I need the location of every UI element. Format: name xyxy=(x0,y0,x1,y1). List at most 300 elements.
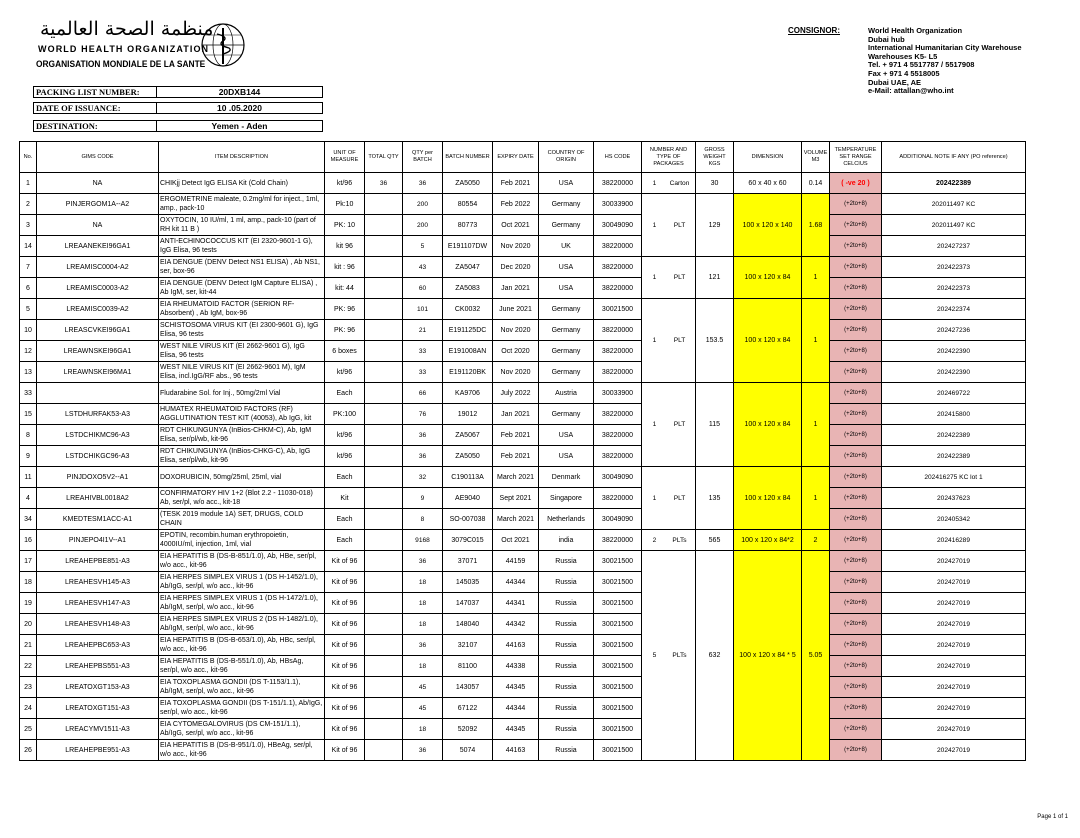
consignor-line: Dubai UAE, AE xyxy=(868,77,922,87)
gims-code: NA xyxy=(37,215,159,236)
total-qty xyxy=(365,257,403,278)
package-type: PLT xyxy=(673,274,686,281)
column-header: QTY per BATCH xyxy=(403,142,443,173)
hs-code: 38220000 xyxy=(594,446,642,467)
package-count-type xyxy=(642,194,696,257)
date-label: DATE OF ISSUANCE: xyxy=(33,102,157,114)
item-description: RDT CHIKUNGUNYA (InBios-CHKM-C), Ab, IgM Elisa, ser/pl/wb, kit-96 xyxy=(159,425,325,446)
hs-code: 30033900 xyxy=(594,383,642,404)
table-row xyxy=(20,194,1026,215)
unit-of-measure: Kit of 96 xyxy=(325,740,365,761)
temperature-range: (+2to+8) xyxy=(830,467,882,488)
column-header: No. xyxy=(20,142,37,173)
table-row xyxy=(20,677,1026,698)
gims-code: PINJDOXO5V2--A1 xyxy=(37,467,159,488)
row-number: 15 xyxy=(20,404,37,425)
qty-per-batch: 18 xyxy=(403,719,443,740)
po-reference: 202427237 xyxy=(882,236,1026,257)
row-number: 10 xyxy=(20,320,37,341)
table-row xyxy=(20,425,1026,446)
consignor-line: International Humanitarian City Warehouse xyxy=(868,43,1022,53)
row-number: 4 xyxy=(20,488,37,509)
hs-code: 38220000 xyxy=(594,530,642,551)
table-row xyxy=(20,467,1026,488)
package-type: PLTs xyxy=(672,536,687,544)
batch-number: ZA5067 xyxy=(443,425,493,446)
total-qty xyxy=(365,446,403,467)
gims-code: LSTDHURFAK53-A3 xyxy=(37,404,159,425)
package-type: PLT xyxy=(673,494,686,502)
package-type: PLT xyxy=(673,337,686,344)
country-of-origin: Russia xyxy=(539,551,594,572)
unit-of-measure: Kit of 96 xyxy=(325,551,365,572)
column-header: EXPIRY DATE xyxy=(493,142,539,173)
unit-of-measure: Each xyxy=(325,467,365,488)
po-reference: 202437623 xyxy=(882,488,1026,509)
package-number: 1 xyxy=(652,179,657,187)
expiry-date: Feb 2021 xyxy=(493,446,539,467)
packing-list-label: PACKING LIST NUMBER: xyxy=(33,86,157,98)
item-description: EPOTIN, recombin.human erythropoietin, 4000IU/ml, injection, 1ml, vial xyxy=(159,530,325,551)
package-number: 1 xyxy=(652,221,657,229)
gross-weight: 121 xyxy=(696,257,734,299)
hs-code: 30021500 xyxy=(594,299,642,320)
item-description: EIA CYTOMEGALOVIRUS (DS CM-151/1.1), Ab/IgG, ser/pl, w/o acc., kit-96 xyxy=(159,719,325,740)
po-reference: 202422389 xyxy=(882,425,1026,446)
qty-per-batch: 60 xyxy=(403,278,443,299)
total-qty xyxy=(365,341,403,362)
hs-code: 38220000 xyxy=(594,341,642,362)
batch-number: 37071 xyxy=(443,551,493,572)
qty-per-batch: 18 xyxy=(403,572,443,593)
unit-of-measure: Each xyxy=(325,509,365,530)
item-description: CONFIRMATORY HIV 1+2 (Blot 2.2 - 11030-018) Ab, ser/pl, w/o acc., kit-18 xyxy=(159,488,325,509)
consignor-line: Warehouses K5- L5 xyxy=(868,51,938,61)
po-reference: 202427019 xyxy=(882,614,1026,635)
total-qty xyxy=(365,656,403,677)
dimension: 100 x 120 x 84 xyxy=(734,467,802,530)
unit-of-measure: PK: 96 xyxy=(325,299,365,320)
total-qty xyxy=(365,320,403,341)
gims-code: PINJEPO4I1V--A1 xyxy=(37,530,159,551)
expiry-date: 44163 xyxy=(493,635,539,656)
temperature-range: (+2to+8) xyxy=(830,719,882,740)
country-of-origin: USA xyxy=(539,278,594,299)
row-number: 13 xyxy=(20,362,37,383)
total-qty xyxy=(365,740,403,761)
row-number: 21 xyxy=(20,635,37,656)
table-row xyxy=(20,236,1026,257)
table-row xyxy=(20,362,1026,383)
column-header: VOLUME M3 xyxy=(802,142,830,173)
batch-number: 143057 xyxy=(443,677,493,698)
gims-code: LREAHEPBS551-A3 xyxy=(37,656,159,677)
dimension: 100 x 120 x 84*2 xyxy=(734,530,802,551)
hs-code: 30021500 xyxy=(594,677,642,698)
table-row xyxy=(20,215,1026,236)
table-row xyxy=(20,593,1026,614)
unit-of-measure: Kit of 96 xyxy=(325,572,365,593)
item-description: WEST NILE VIRUS KIT (EI 2662-9601 M), IgM Elisa, incl.IgG/RF abs., 96 tests xyxy=(159,362,325,383)
temperature-range: (+2to+8) xyxy=(830,740,882,761)
item-description: EIA HERPES SIMPLEX VIRUS 1 (DS H-1452/1.0), Ab/IgG, ser/pl, w/o acc., kit-96 xyxy=(159,572,325,593)
item-description: RDT CHIKUNGUNYA (InBios-CHKG-C), Ab, IgG Elisa, ser/pl/wb, kit-96 xyxy=(159,446,325,467)
unit-of-measure: Kit of 96 xyxy=(325,614,365,635)
batch-number: 147037 xyxy=(443,593,493,614)
package-count-type xyxy=(642,551,696,761)
country-of-origin: Russia xyxy=(539,635,594,656)
item-description: OXYTOCIN, 10 IU/ml, 1 ml, amp., pack-10 (part of RH kit 11 B ) xyxy=(159,215,325,236)
hs-code: 38220000 xyxy=(594,320,642,341)
qty-per-batch: 5 xyxy=(403,236,443,257)
temperature-range: (+2to+8) xyxy=(830,677,882,698)
total-qty xyxy=(365,194,403,215)
table-row xyxy=(20,341,1026,362)
temperature-range: (+2to+8) xyxy=(830,320,882,341)
qty-per-batch: 36 xyxy=(403,173,443,194)
temperature-range: (+2to+8) xyxy=(830,635,882,656)
row-number: 16 xyxy=(20,530,37,551)
batch-number: 32107 xyxy=(443,635,493,656)
row-number: 9 xyxy=(20,446,37,467)
volume: 0.14 xyxy=(802,173,830,194)
batch-number: ZA5050 xyxy=(443,446,493,467)
table-row xyxy=(20,509,1026,530)
temperature-range: (+2to+8) xyxy=(830,551,882,572)
gims-code: LREAHESVH145-A3 xyxy=(37,572,159,593)
temperature-range: (+2to+8) xyxy=(830,278,882,299)
consignor-address xyxy=(868,27,1078,96)
expiry-date: July 2022 xyxy=(493,383,539,404)
column-header: COUNTRY OF ORIGIN xyxy=(539,142,594,173)
hs-code: 30021500 xyxy=(594,551,642,572)
expiry-date: Feb 2021 xyxy=(493,425,539,446)
who-emblem-icon xyxy=(200,22,246,68)
item-description: (TESK 2019 module 1A) SET, DRUGS, COLD CHAIN xyxy=(159,509,325,530)
unit-of-measure: kt/96 xyxy=(325,446,365,467)
qty-per-batch: 32 xyxy=(403,467,443,488)
gims-code xyxy=(37,383,159,404)
qty-per-batch: 33 xyxy=(403,341,443,362)
hs-code: 30049090 xyxy=(594,215,642,236)
column-header: TEMPERATURE SET RANGE CELCIUS xyxy=(830,142,882,173)
batch-number: SO-007038 xyxy=(443,509,493,530)
batch-number: 148040 xyxy=(443,614,493,635)
destination-field xyxy=(33,120,323,132)
row-number: 12 xyxy=(20,341,37,362)
country-of-origin: Germany xyxy=(539,299,594,320)
total-qty xyxy=(365,404,403,425)
expiry-date: 44344 xyxy=(493,698,539,719)
table-row xyxy=(20,614,1026,635)
item-description: WEST NILE VIRUS KIT (EI 2662-9601 G), IgG Elisa, 96 tests xyxy=(159,341,325,362)
total-qty xyxy=(365,467,403,488)
unit-of-measure: kt/96 xyxy=(325,362,365,383)
row-number: 24 xyxy=(20,698,37,719)
hs-code: 30021500 xyxy=(594,635,642,656)
po-reference: 202416289 xyxy=(882,530,1026,551)
po-reference: 202422389 xyxy=(882,173,1026,194)
row-number: 18 xyxy=(20,572,37,593)
packing-list-value: 20DXB144 xyxy=(157,86,323,98)
po-reference: 202427236 xyxy=(882,320,1026,341)
volume: 1 xyxy=(802,383,830,467)
table-row xyxy=(20,656,1026,677)
expiry-date: Feb 2021 xyxy=(493,173,539,194)
destination-label: DESTINATION: xyxy=(33,120,157,132)
row-number: 17 xyxy=(20,551,37,572)
gims-code: LREAHEPBE951-A3 xyxy=(37,740,159,761)
batch-number: 3079C015 xyxy=(443,530,493,551)
dimension: 100 x 120 x 84 xyxy=(734,383,802,467)
row-number: 11 xyxy=(20,467,37,488)
table-row xyxy=(20,299,1026,320)
table-row xyxy=(20,257,1026,278)
temperature-range: (+2to+8) xyxy=(830,236,882,257)
table-row xyxy=(20,404,1026,425)
gims-code: LREAWNSKEI96MA1 xyxy=(37,362,159,383)
row-number: 8 xyxy=(20,425,37,446)
batch-number: E191120BK xyxy=(443,362,493,383)
column-header: GROSS WEIGHT KGS xyxy=(696,142,734,173)
destination-value: Yemen - Aden xyxy=(157,120,323,132)
unit-of-measure: 6 boxes xyxy=(325,341,365,362)
expiry-date: March 2021 xyxy=(493,467,539,488)
temperature-range: ( -ve 20 ) xyxy=(830,173,882,194)
country-of-origin: Singapore xyxy=(539,488,594,509)
expiry-date: Oct 2021 xyxy=(493,530,539,551)
dimension: 100 x 120 x 84 xyxy=(734,257,802,299)
qty-per-batch: 9168 xyxy=(403,530,443,551)
gims-code: LSTDCHIKGC96-A3 xyxy=(37,446,159,467)
expiry-date: March 2021 xyxy=(493,509,539,530)
hs-code: 30021500 xyxy=(594,656,642,677)
gross-weight: 153.5 xyxy=(696,299,734,383)
unit-of-measure: Kit of 96 xyxy=(325,593,365,614)
column-header: DIMENSION xyxy=(734,142,802,173)
gims-code: KMEDTESM1ACC-A1 xyxy=(37,509,159,530)
column-header: GIMS CODE xyxy=(37,142,159,173)
expiry-date: 44344 xyxy=(493,572,539,593)
column-header: HS CODE xyxy=(594,142,642,173)
expiry-date: Feb 2022 xyxy=(493,194,539,215)
row-number: 26 xyxy=(20,740,37,761)
qty-per-batch: 33 xyxy=(403,362,443,383)
batch-number: ZA5047 xyxy=(443,257,493,278)
package-type: PLTs xyxy=(672,652,687,659)
package-number: 1 xyxy=(652,274,657,281)
total-qty xyxy=(365,299,403,320)
package-type: PLT xyxy=(673,421,686,428)
qty-per-batch: 36 xyxy=(403,425,443,446)
gims-code: NA xyxy=(37,173,159,194)
country-of-origin: Russia xyxy=(539,572,594,593)
package-count-type xyxy=(642,467,696,530)
table-row xyxy=(20,383,1026,404)
expiry-date: Jan 2021 xyxy=(493,404,539,425)
column-header: NUMBER AND TYPE OF PACKAGES xyxy=(642,142,696,173)
po-reference: 202427019 xyxy=(882,719,1026,740)
country-of-origin: Russia xyxy=(539,719,594,740)
package-number: 1 xyxy=(652,494,657,502)
total-qty xyxy=(365,719,403,740)
gims-code: LREAHEPBC653-A3 xyxy=(37,635,159,656)
gims-code: LREACYMV1511-A3 xyxy=(37,719,159,740)
date-value: 10 .05.2020 xyxy=(157,102,323,114)
row-number: 22 xyxy=(20,656,37,677)
gims-code: LREAMISC0004-A2 xyxy=(37,257,159,278)
po-reference: 202422390 xyxy=(882,362,1026,383)
total-qty xyxy=(365,614,403,635)
expiry-date: 44342 xyxy=(493,614,539,635)
consignor-line: Tel. + 971 4 5517787 / 5517908 xyxy=(868,60,975,70)
item-description: EIA TOXOPLASMA GONDII (DS T-151/1.1), Ab/IgG, ser/pl, w/o acc., kit-96 xyxy=(159,698,325,719)
volume: 5.05 xyxy=(802,551,830,761)
gross-weight: 632 xyxy=(696,551,734,761)
gims-code: LREATOXGT151-A3 xyxy=(37,698,159,719)
total-qty xyxy=(365,488,403,509)
who-french-name: ORGANISATION MONDIALE DE LA SANTE xyxy=(36,59,206,69)
hs-code: 38220000 xyxy=(594,425,642,446)
item-description: ANTI-ECHINOCOCCUS KIT (EI 2320-9601-1 G), IgG Elisa, 96 tests xyxy=(159,236,325,257)
batch-number: E191107DW xyxy=(443,236,493,257)
gross-weight: 129 xyxy=(696,194,734,257)
hs-code: 30021500 xyxy=(594,614,642,635)
row-number: 6 xyxy=(20,278,37,299)
package-count-type xyxy=(642,173,696,194)
hs-code: 30033900 xyxy=(594,194,642,215)
country-of-origin: Germany xyxy=(539,341,594,362)
item-description: CHIKjj Detect IgG ELISA Kit (Cold Chain) xyxy=(159,173,325,194)
row-number: 3 xyxy=(20,215,37,236)
temperature-range: (+2to+8) xyxy=(830,656,882,677)
gims-code: LREAHESVH147-A3 xyxy=(37,593,159,614)
packing-table xyxy=(19,141,1026,761)
unit-of-measure: Each xyxy=(325,530,365,551)
po-reference: 202422389 xyxy=(882,446,1026,467)
table-body xyxy=(20,173,1026,761)
batch-number: ZA5083 xyxy=(443,278,493,299)
batch-number: 19012 xyxy=(443,404,493,425)
expiry-date: 44338 xyxy=(493,656,539,677)
item-description: EIA DENGUE (DENV Detect IgM Capture ELISA) , Ab IgM, ser, kit-44 xyxy=(159,278,325,299)
po-reference: 202469722 xyxy=(882,383,1026,404)
row-number: 34 xyxy=(20,509,37,530)
country-of-origin: Russia xyxy=(539,677,594,698)
package-count-type xyxy=(642,530,696,551)
temperature-range: (+2to+8) xyxy=(830,341,882,362)
po-reference: 202427019 xyxy=(882,593,1026,614)
package-number: 1 xyxy=(652,337,657,344)
package-count-type xyxy=(642,257,696,299)
expiry-date: Jan 2021 xyxy=(493,278,539,299)
column-header: BATCH NUMBER xyxy=(443,142,493,173)
package-count-type xyxy=(642,299,696,383)
temperature-range: (+2to+8) xyxy=(830,593,882,614)
temperature-range: (+2to+8) xyxy=(830,446,882,467)
volume: 2 xyxy=(802,530,830,551)
total-qty: 36 xyxy=(365,173,403,194)
row-number: 2 xyxy=(20,194,37,215)
temperature-range: (+2to+8) xyxy=(830,425,882,446)
item-description: ERGOMETRINE maleate, 0.2mg/ml for inject., 1ml, amp., pack-10 xyxy=(159,194,325,215)
gims-code: LREAANEKEI96GA1 xyxy=(37,236,159,257)
qty-per-batch: 8 xyxy=(403,509,443,530)
table-header-row xyxy=(20,142,1026,173)
batch-number: 5074 xyxy=(443,740,493,761)
total-qty xyxy=(365,425,403,446)
expiry-date: Sept 2021 xyxy=(493,488,539,509)
total-qty xyxy=(365,236,403,257)
unit-of-measure: kit 96 xyxy=(325,236,365,257)
expiry-date: June 2021 xyxy=(493,299,539,320)
batch-number: ZA5050 xyxy=(443,173,493,194)
temperature-range: (+2to+8) xyxy=(830,614,882,635)
po-reference: 202422373 xyxy=(882,257,1026,278)
unit-of-measure: kt/96 xyxy=(325,425,365,446)
temperature-range: (+2to+8) xyxy=(830,194,882,215)
hs-code: 30021500 xyxy=(594,593,642,614)
total-qty xyxy=(365,362,403,383)
hs-code: 38220000 xyxy=(594,488,642,509)
po-reference: 202427019 xyxy=(882,698,1026,719)
row-number: 14 xyxy=(20,236,37,257)
expiry-date: Nov 2020 xyxy=(493,236,539,257)
row-number: 23 xyxy=(20,677,37,698)
po-reference: 202427019 xyxy=(882,656,1026,677)
table-row xyxy=(20,320,1026,341)
gims-code: LREAHESVH148-A3 xyxy=(37,614,159,635)
country-of-origin: UK xyxy=(539,236,594,257)
item-description: EIA HERPES SIMPLEX VIRUS 1 (DS H-1472/1.0), Ab/IgM, ser/pl, w/o acc., kit-96 xyxy=(159,593,325,614)
qty-per-batch: 45 xyxy=(403,698,443,719)
temperature-range: (+2to+8) xyxy=(830,509,882,530)
country-of-origin: USA xyxy=(539,425,594,446)
unit-of-measure: kit : 96 xyxy=(325,257,365,278)
consignor-line: e-Mail: attallan@who.int xyxy=(868,86,954,96)
table-row xyxy=(20,530,1026,551)
temperature-range: (+2to+8) xyxy=(830,257,882,278)
po-reference: 202422373 xyxy=(882,278,1026,299)
gims-code: LREAMISC0039-A2 xyxy=(37,299,159,320)
po-reference: 202427019 xyxy=(882,635,1026,656)
country-of-origin: india xyxy=(539,530,594,551)
who-english-name: WORLD HEALTH ORGANIZATION xyxy=(38,44,210,54)
unit-of-measure: Each xyxy=(325,383,365,404)
country-of-origin: Germany xyxy=(539,215,594,236)
country-of-origin: Germany xyxy=(539,362,594,383)
expiry-date: Oct 2021 xyxy=(493,215,539,236)
qty-per-batch: 36 xyxy=(403,446,443,467)
temperature-range: (+2to+8) xyxy=(830,383,882,404)
batch-number: 80554 xyxy=(443,194,493,215)
row-number: 20 xyxy=(20,614,37,635)
row-number: 25 xyxy=(20,719,37,740)
country-of-origin: USA xyxy=(539,446,594,467)
dimension: 100 x 120 x 84 * 5 xyxy=(734,551,802,761)
hs-code: 38220000 xyxy=(594,278,642,299)
total-qty xyxy=(365,635,403,656)
country-of-origin: Russia xyxy=(539,698,594,719)
expiry-date: Dec 2020 xyxy=(493,257,539,278)
hs-code: 30021500 xyxy=(594,698,642,719)
qty-per-batch: 76 xyxy=(403,404,443,425)
item-description: HUMATEX RHEUMATOID FACTORS (RF) AGGLUTINATION TEST KIT (40053), Ab IgG, kit xyxy=(159,404,325,425)
column-header: ITEM DESCRIPTION xyxy=(159,142,325,173)
row-number: 1 xyxy=(20,173,37,194)
batch-number: E191125DC xyxy=(443,320,493,341)
expiry-date: 44341 xyxy=(493,593,539,614)
